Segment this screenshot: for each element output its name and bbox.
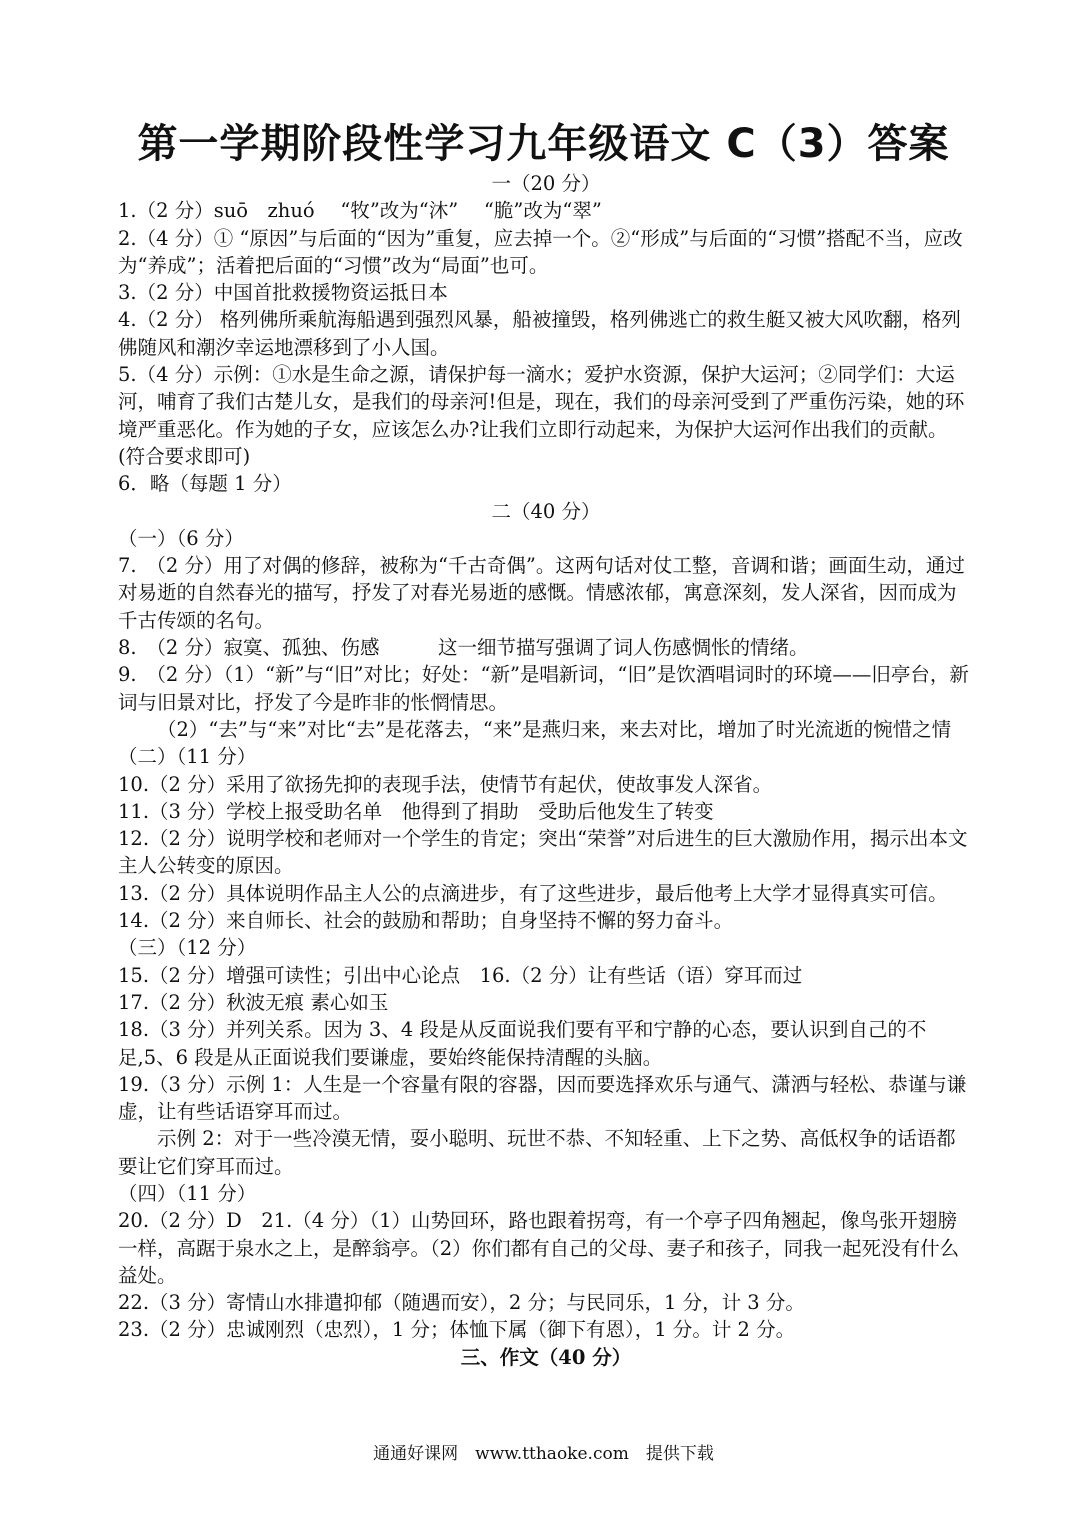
answer-item: 7. （2 分）用了对偶的修辞，被称为“千古奇偶”。这两句话对仗工整，音调和谐；画面生动，通过对易逝的自然春光的描写，抒发了对春光易逝的感慨。情感浓郁，寓意深刻，发人深省，因而成为千古传颂的名句。 [118,554,965,632]
page-title: 第一学期阶段性学习九年级语文 C（3）答案 [137,121,950,167]
answer-item: 15.（2 分）增强可读性；引出中心论点 16.（2 分）让有些话（语）穿耳而过 [118,963,803,987]
section-2-heading: 二（40 分） [491,499,601,523]
answer-item: 5.（4 分）示例：①水是生命之源，请保护每一滴水；爱护水资源，保护大运河；②同学们：大运河，哺育了我们古楚儿女，是我们的母亲河!但是，现在，我们的母亲河受到了严重伤污染，她的环境严重恶化。作为她的子女，应该怎么办?让我们立即行动起来，为保护大运河作出我们的贡献。(符合要求即可) [118,363,965,468]
answer-item: 示例 2：对于一些冷漠无情，耍小聪明、玩世不恭、不知轻重、上下之势、高低权争的话语都要让它们穿耳而过。 [118,1127,956,1178]
part-2-heading: （二）（11 分） [118,745,257,769]
answer-item: 17.（2 分）秋波无痕 素心如玉 [118,990,389,1014]
answer-item: 18.（3 分）并列关系。因为 3、4 段是从反面说我们要有平和宁静的心态，要认识到自己的不足,5、6 段是从正面说我们要谦虚，要始终能保持清醒的头脑。 [118,1018,927,1069]
answer-item: 13.（2 分）具体说明作品主人公的点滴进步，有了这些进步，最后他考上大学才显得真实可信。 [118,881,948,905]
answer-item: 12.（2 分）说明学校和老师对一个学生的肯定；突出“荣誉”对后进生的巨大激励作用，揭示出本文主人公转变的原因。 [118,827,968,878]
answer-content [118,170,974,1371]
answer-item: 1.（2 分）suō zhuó “牧”改为“沐” “脆”改为“翠” [118,199,602,223]
answer-item: 20.（2 分）D 21.（4 分）（1）山势回环，路也跟着拐弯，有一个亭子四角翘起，像鸟张开翅膀一样，高踞于泉水之上，是醉翁亭。（2）你们都有自己的父母、妻子和孩子，同我一起死没有什么益处。 [118,1209,960,1287]
answer-item: 11.（3 分）学校上报受助名单 他得到了捐助 受助后他发生了转变 [118,799,714,823]
section-1-heading: 一（20 分） [491,172,601,195]
answer-item: 6．略（每题 1 分） [118,472,292,496]
section-3-heading: 三、作文（40 分） [460,1345,632,1369]
answer-item: 14.（2 分）来自师长、社会的鼓励和帮助；自身坚持不懈的努力奋斗。 [118,909,734,933]
answer-item: 3.（2 分）中国首批救援物资运抵日本 [118,281,448,305]
answer-item: （2）“去”与“来”对比“去”是花落去，“来”是燕归来，来去对比，增加了时光流逝的惋惜之情 [157,717,952,741]
answer-item: 23.（2 分）忠诚刚烈（忠烈），1 分；体恤下属（御下有恩），1 分。计 2 分。 [118,1318,796,1342]
answer-item: 22.（3 分）寄情山水排遣抑郁（随遇而安），2 分；与民同乐，1 分，计 3 分。 [118,1291,805,1315]
answer-item: 8. （2 分）寂寞、孤独、伤感 这一细节描写强调了词人伤感惆怅的情绪。 [118,636,809,660]
answer-item: 9. （2 分）（1）“新”与“旧”对比；好处：“新”是唱新词，“旧”是饮酒唱词时的环境——旧亭台，新词与旧景对比，抒发了今是昨非的怅惘情思。 [118,663,969,714]
part-4-heading: （四）（11 分） [118,1181,257,1205]
answer-item: 4.（2 分） 格列佛所乘航海船遇到强烈风暴，船被撞毁，格列佛逃亡的救生艇又被大风吹翻，格列佛随风和潮汐幸运地漂移到了小人国。 [118,308,961,359]
answer-item: 10.（2 分）采用了欲扬先抑的表现手法，使情节有起伏，使故事发人深省。 [118,772,773,796]
page-footer: 通通好课网 www.tthaoke.com 提供下载 [373,1444,714,1464]
part-1-heading: （一）（6 分） [118,526,244,550]
answer-item: 2.（4 分）① “原因”与后面的“因为”重复，应去掉一个。②“形成”与后面的“习惯”搭配不当，应改为“养成”；活着把后面的“习惯”改为“局面”也可。 [118,226,963,277]
part-3-heading: （三）（12 分） [118,936,257,960]
answer-item: 19.（3 分）示例 1：人生是一个容量有限的容器，因而要选择欢乐与通气、潇洒与轻松、恭谨与谦虚，让有些话语穿耳而过。 [118,1072,967,1124]
